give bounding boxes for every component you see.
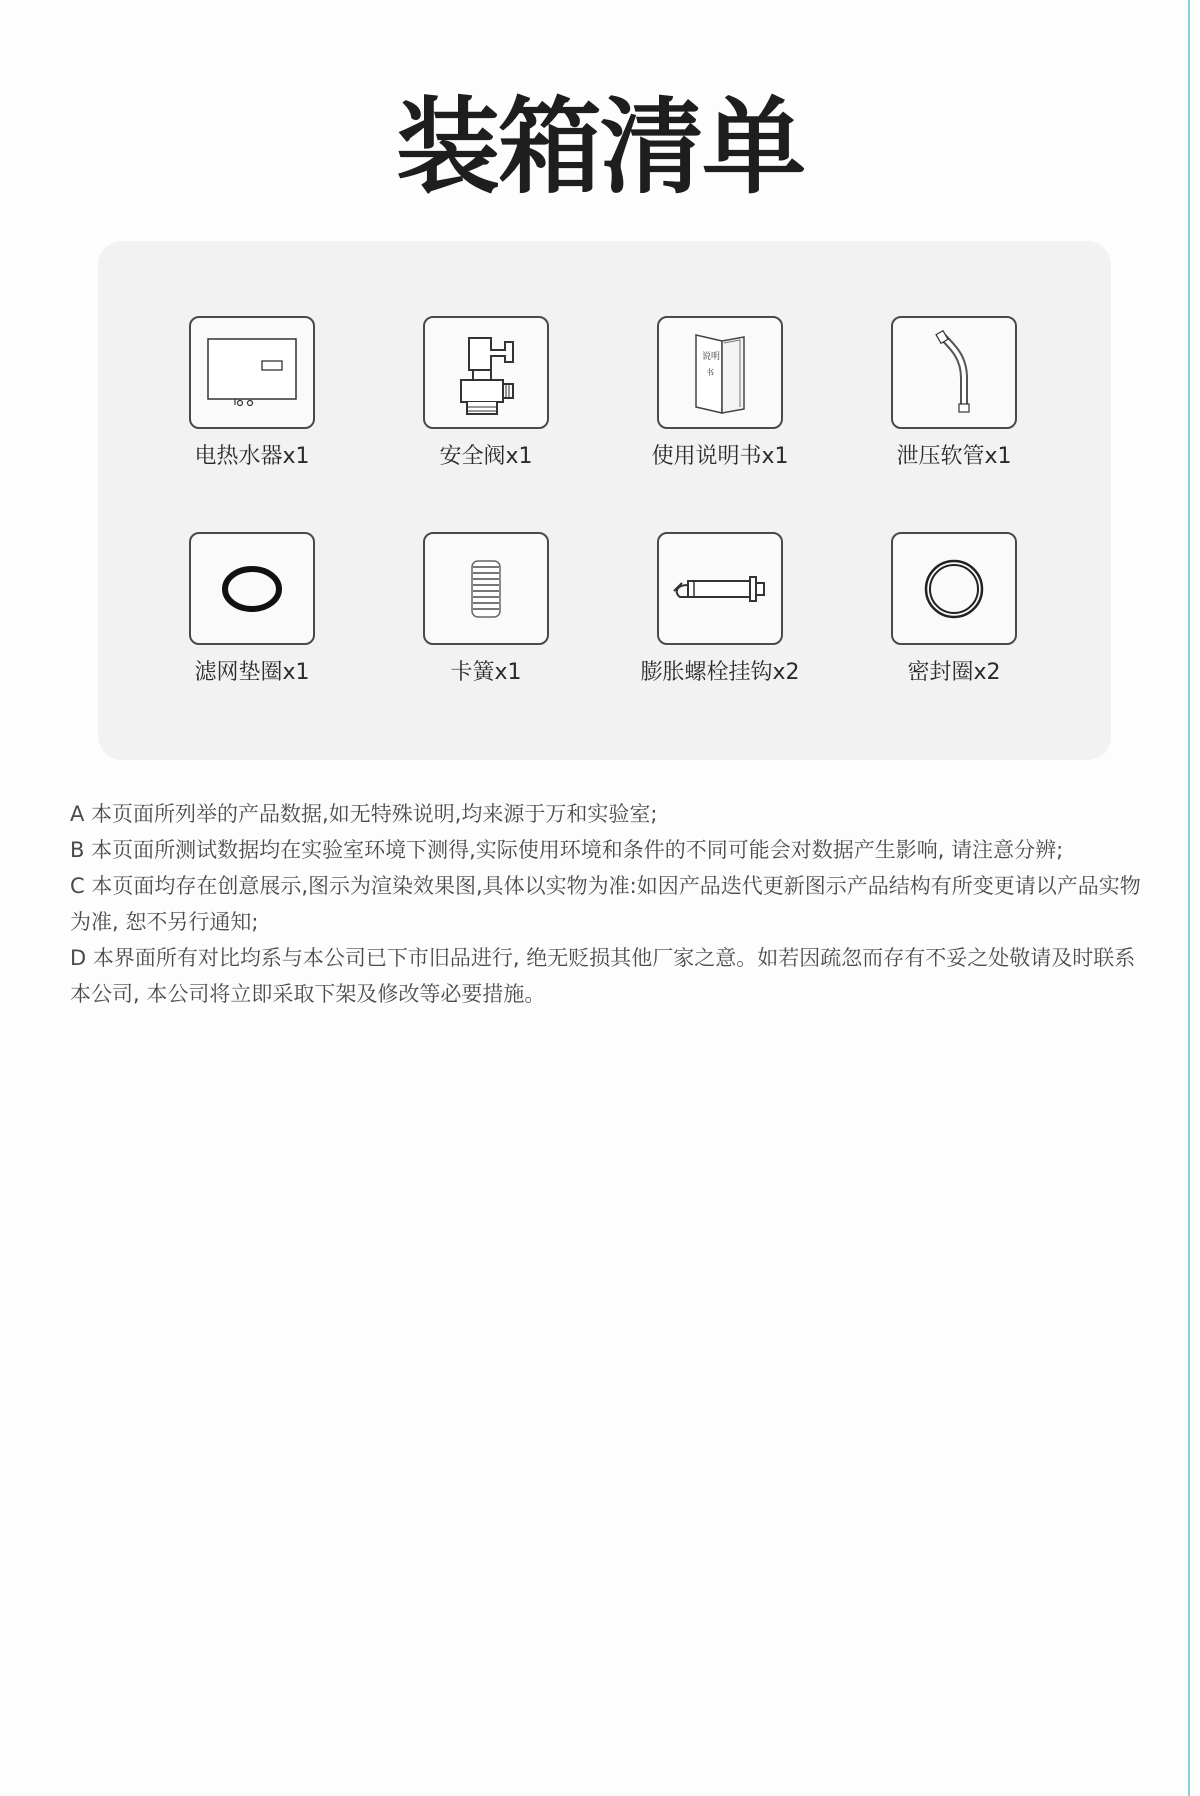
item-seal-ring — [837, 532, 1071, 686]
disclaimer-notes — [70, 796, 1150, 1012]
spring-clip-icon — [466, 557, 506, 621]
item-label: 泄压软管x1 — [896, 444, 1012, 469]
item-image-box — [891, 316, 1017, 429]
item-manual — [603, 316, 837, 470]
item-spring-clip — [369, 532, 603, 686]
item-label: 电热水器x1 — [194, 444, 310, 469]
page-title: 装箱清单 — [395, 86, 804, 208]
item-image-box — [891, 532, 1017, 645]
item-image-box — [657, 532, 783, 645]
manual-book-icon — [688, 329, 752, 417]
pressure-hose-icon — [924, 328, 984, 418]
safety-valve-icon — [451, 328, 521, 418]
note-b: B 本页面所测试数据均在实验室环境下测得,实际使用环境和条件的不同可能会对数据产生影响, 请注意分辨; — [70, 838, 1064, 862]
item-image-box — [189, 532, 315, 645]
item-water-heater — [135, 316, 369, 470]
filter-gasket-icon — [217, 559, 287, 619]
item-label: 卡簧x1 — [450, 660, 522, 685]
note-a: A 本页面所列举的产品数据,如无特殊说明,均来源于万和实验室; — [70, 802, 658, 826]
item-label: 安全阀x1 — [439, 444, 533, 469]
item-safety-valve — [369, 316, 603, 470]
item-image-box — [657, 316, 783, 429]
packing-list-panel — [98, 241, 1111, 760]
item-filter-gasket — [135, 532, 369, 686]
item-label: 滤网垫圈x1 — [194, 660, 310, 685]
seal-ring-icon — [919, 554, 989, 624]
item-image-box — [423, 316, 549, 429]
item-pressure-hose — [837, 316, 1071, 470]
item-image-box — [423, 532, 549, 645]
edge-accent-line — [1188, 0, 1190, 1796]
item-label: 密封圈x2 — [907, 660, 1001, 685]
item-label: 膨胀螺栓挂钩x2 — [640, 660, 800, 685]
manual-cover-title: 说明 — [702, 351, 721, 362]
expansion-bolt-hook-icon — [668, 567, 772, 611]
manual-cover-subtitle: 书 — [706, 367, 714, 377]
item-image-box — [189, 316, 315, 429]
water-heater-icon — [202, 335, 302, 411]
note-d: D 本界面所有对比均系与本公司已下市旧品进行, 绝无贬损其他厂家之意。如若因疏忽而存有不妥之处敬请及时联系本公司, 本公司将立即采取下架及修改等必要措施。 — [70, 946, 1136, 1006]
note-c: C 本页面均存在创意展示,图示为渲染效果图,具体以实物为准:如因产品迭代更新图示产品结构有所变更请以产品实物为准, 恕不另行通知; — [70, 874, 1141, 934]
item-expansion-bolt-hook — [603, 532, 837, 686]
item-label: 使用说明书x1 — [651, 444, 789, 469]
